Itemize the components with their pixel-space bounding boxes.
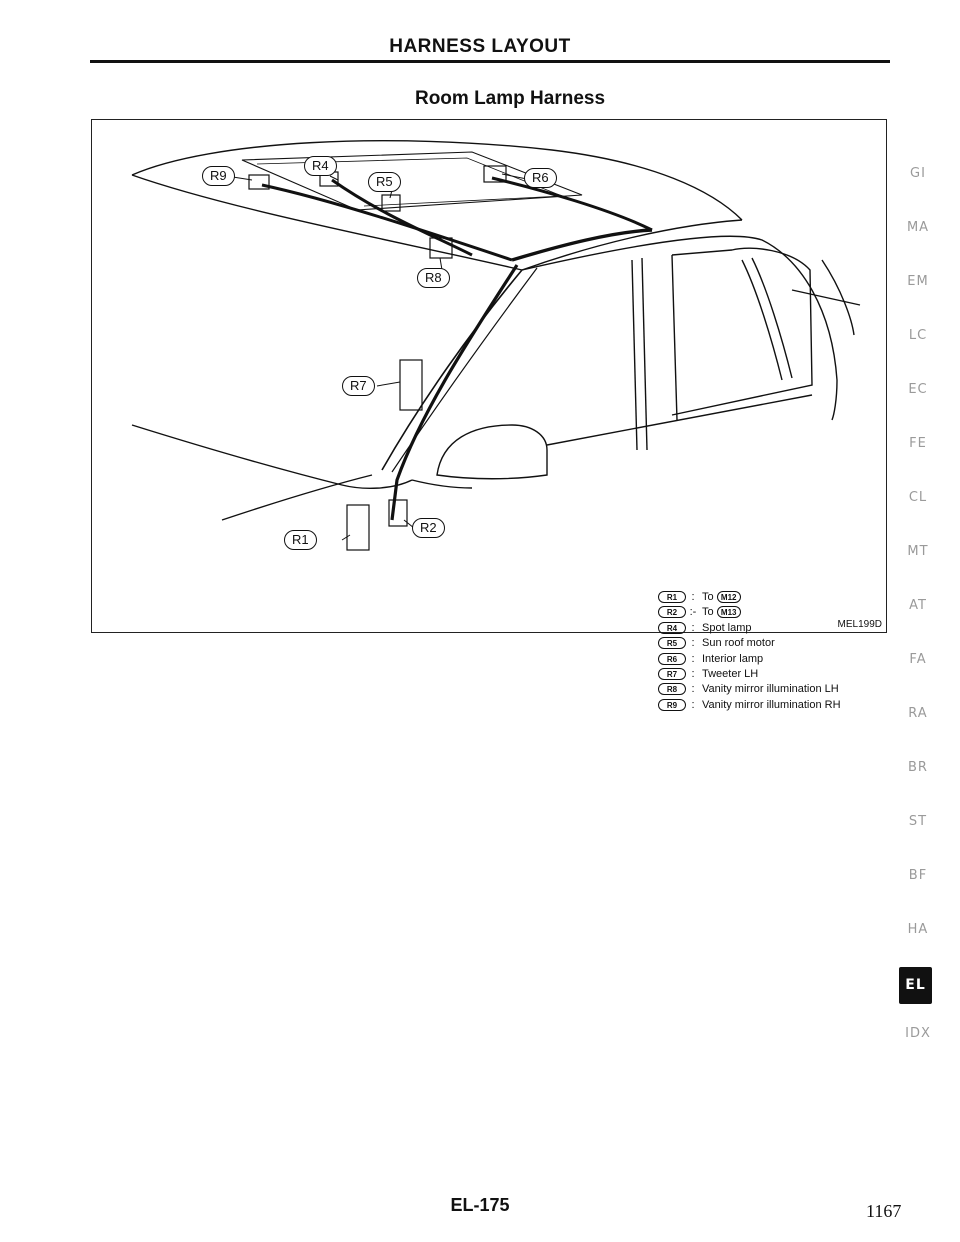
nav-tab-em[interactable]: EM (907, 274, 929, 289)
nav-tab-idx[interactable]: IDX (905, 1026, 931, 1041)
legend-row (658, 682, 841, 697)
callout-r1: R1 (284, 530, 317, 550)
harness-line-drawing (92, 120, 886, 632)
callout-r6: R6 (524, 168, 557, 188)
page-code: EL-175 (450, 1195, 510, 1215)
legend-id: R8 (658, 683, 686, 695)
callout-r2: R2 (412, 518, 445, 538)
legend-row (658, 590, 841, 605)
legend-description: Spot lamp (702, 621, 752, 634)
legend-row (658, 636, 841, 651)
legend-separator: : (691, 683, 695, 696)
legend-description: To (702, 606, 714, 619)
legend-id: R7 (658, 668, 686, 680)
legend-description: To (702, 591, 714, 603)
callout-r7: R7 (342, 376, 375, 396)
legend-id: R2 (658, 606, 686, 618)
harness-figure (91, 119, 887, 711)
legend-id: R5 (658, 637, 686, 649)
legend-separator: :- (689, 606, 697, 619)
callout-r5: R5 (368, 172, 401, 192)
legend-row (658, 652, 841, 667)
legend-description: Sun roof motor (702, 637, 775, 650)
legend-id: R1 (658, 591, 686, 603)
legend-separator: : (691, 667, 695, 680)
nav-tab-el-active[interactable]: EL (899, 967, 932, 1004)
page-number: 1167 (866, 1201, 902, 1221)
header-rule (90, 60, 890, 63)
nav-tab-gi[interactable]: GI (910, 166, 926, 181)
nav-tab-mt[interactable]: MT (907, 544, 929, 559)
legend-ref: M13 (717, 606, 741, 618)
nav-tab-ha[interactable]: HA (907, 922, 929, 937)
legend-id: R4 (658, 622, 686, 634)
legend-ref: M12 (717, 591, 741, 603)
figure-code: MEL199D (837, 619, 882, 630)
nav-tab-ra[interactable]: RA (908, 706, 928, 721)
nav-tab-ma[interactable]: MA (906, 220, 930, 235)
legend-description: Interior lamp (702, 652, 764, 665)
callout-r9: R9 (202, 166, 235, 186)
nav-tab-fa[interactable]: FA (909, 652, 927, 667)
legend-description: Tweeter LH (702, 667, 759, 680)
callout-r4: R4 (304, 156, 337, 176)
nav-tab-bf[interactable]: BF (908, 868, 928, 883)
legend-description: Vanity mirror illumination RH (702, 698, 841, 711)
legend-row (658, 605, 841, 620)
nav-tab-cl[interactable]: CL (908, 490, 928, 505)
legend-separator: : (691, 637, 695, 650)
legend-row (658, 621, 841, 636)
callout-r8: R8 (417, 268, 450, 288)
legend-row (658, 698, 841, 713)
section-title: Room Lamp Harness (414, 88, 606, 109)
nav-tab-lc[interactable]: LC (908, 328, 928, 343)
connector-legend (658, 590, 841, 713)
legend-description: Vanity mirror illumination LH (702, 683, 839, 696)
legend-separator: : (691, 591, 695, 603)
nav-tab-br[interactable]: BR (908, 760, 928, 775)
nav-tab-ec[interactable]: EC (908, 382, 928, 397)
legend-id: R9 (658, 699, 686, 711)
legend-separator: : (691, 621, 695, 634)
legend-separator: : (691, 698, 695, 711)
nav-tab-st[interactable]: ST (908, 814, 928, 829)
nav-tab-at[interactable]: AT (909, 598, 927, 613)
page-header-title: HARNESS LAYOUT (389, 36, 571, 57)
legend-id: R6 (658, 653, 686, 665)
nav-tab-fe[interactable]: FE (909, 436, 927, 451)
legend-row (658, 667, 841, 682)
legend-separator: : (691, 652, 695, 665)
